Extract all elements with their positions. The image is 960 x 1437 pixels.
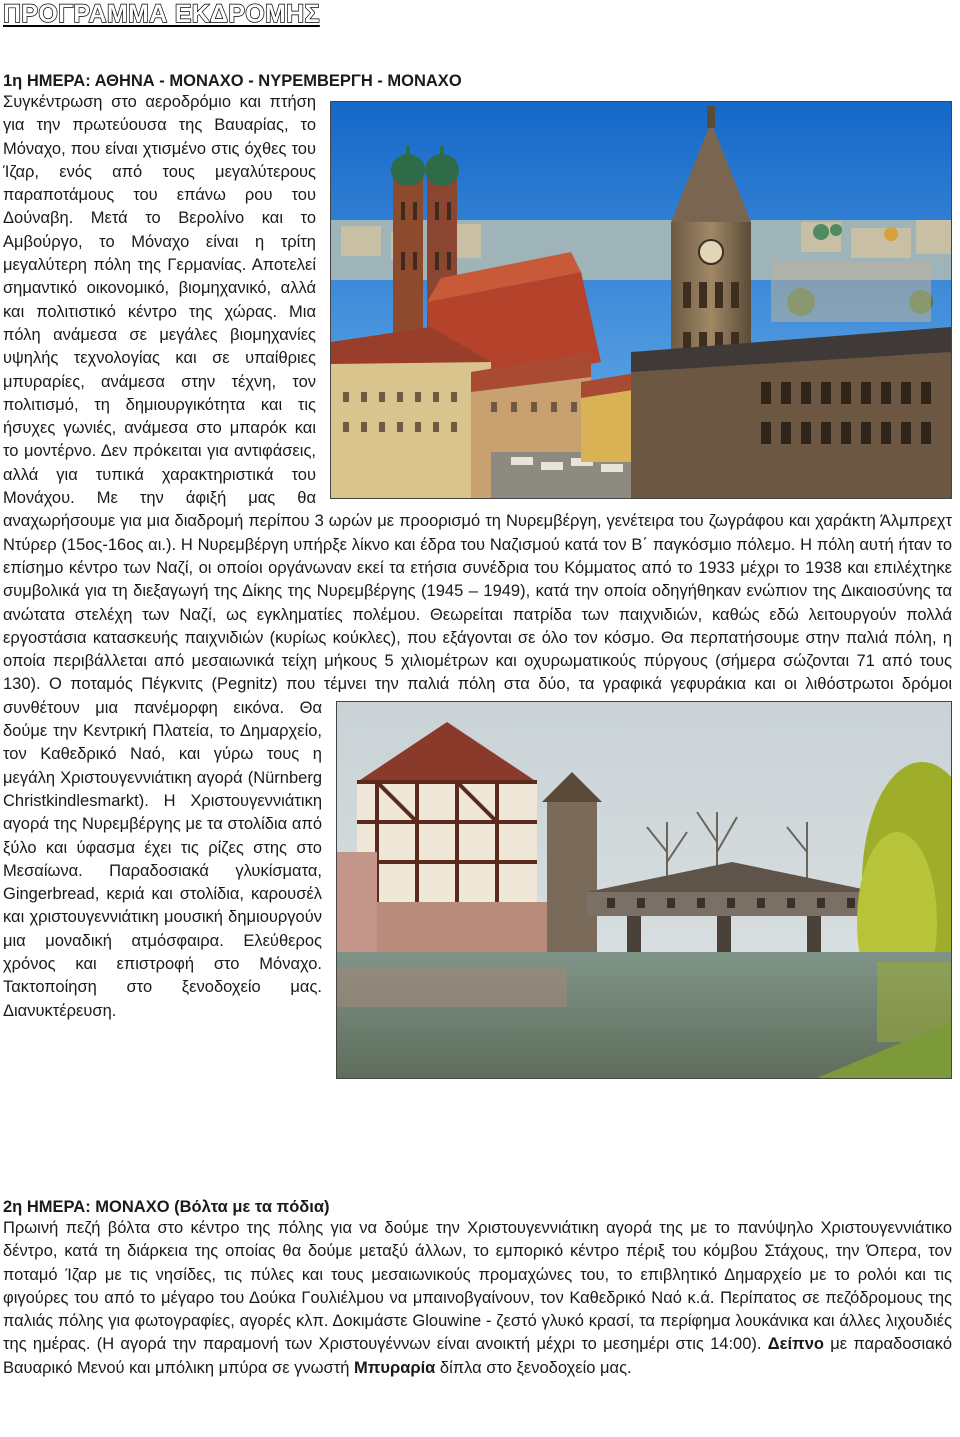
nuremberg-photo-illustration bbox=[337, 702, 951, 1078]
day1-heading: 1η ΗΜΕΡΑ: ΑΘΗΝΑ - ΜΟΝΑΧΟ - ΝΥΡΕΜΒΕΡΓΗ - ΜΟΝΑΧΟ bbox=[3, 72, 462, 90]
page-title: ΠΡΟΓΡΑΜΜΑ ΕΚΔΡΟΜΗΣ bbox=[3, 0, 320, 28]
day2-heading: 2η ΗΜΕΡΑ: ΜΟΝΑΧΟ (Βόλτα με τα πόδια) bbox=[3, 1198, 330, 1216]
munich-photo bbox=[330, 101, 952, 499]
day2-beerhall-bold: Μπυραρία bbox=[354, 1358, 436, 1377]
day1-paragraph: Συγκέντρωση στο αεροδρόμιο και πτήση για την πρωτεύουσα της Βαυαρίας, το Μόναχο, που είναι χτισμένο στις όχθες του Ίζαρ, ενός από τους μεγαλύτερους παραποτάμους του επάνω ρου του Δούναβη. Μετά το Βερολίνο και το Αμβούργο, το Μόναχο είναι η τρίτη μεγαλύτερη πόλη της Γερμανίας. Αποτελεί σημαντικό οικονομικό, βιομηχανικό, αλλά και πολιτιστικό κέντρο της χώρας. Μια πόλη ανάμεσα σε μεγάλες βιομηχανίες υψηλής τεχνολογίας και σε υπαίθριες μπυραρίες, ανάμεσα στην τέχνη, τον πολιτισμό, τη δημιουργικότητα και τις ήσυχες γωνιές, ανάμεσα στο μπαρόκ και το μοντέρνο. Δεν πρόκειται για αντιφάσεις, αλλά για τυπικά χαρακτηριστικά του Μονάχου. Με την άφιξή μας θα αναχωρήσουμε για μια διαδρομή περίπου 3 ωρών με προορισμό τη Νυρεμβέργη, γενέτειρα του ζωγράφου και χαράκτη Άλμπρεχτ Ντύρερ (15ος-16ος αι.). Η Νυρεμβέργη υπήρξε λίκνο και έδρα του Ναζισμού κατά τον Β΄ παγκόσμιο πόλεμο. Η πόλη αυτή ήταν το επίσημο κέντρο των Ναζί, οι οποίοι οργάνωναν εκεί τα ετήσια συνέδρια του Κόμματος από το 1933 μέχρι το 1938 και επιλέχτηκε συμβολικά για τη διεξαγωγή της Δίκης της Νυρεμβέργης (1945 – 1949), κατά την οποία οδηγήθηκαν ενώπιον της Δικαιοσύνης τα ανώτατα στελέχη των Ναζί, ως εγκληματίες πολέμου. Θεωρείται πατρίδα των παιχνιδιών, καθώς εδώ λειτουργούν πολλά εργοστάσια κατασκευής παιχνιδιών (κυρίως κούκλες), που εξάγονται σε όλο τον κόσμο. Θα περπατήσουμε στην παλιά πόλη, η οποία περιβάλλεται από μεσαιωνικά τείχη μήκους 5 χιλιομέτρων και οχυρωματικούς πύργους (σήμερα σώζονται 71 από τους 130). Ο ποταμός Πέγκνιτς (Pegnitz) που τέμνει την παλιά πόλη στα δύο, τα γραφικά γεφυράκια και οι λιθόστρωτοι δρόμοι συνθέτουν μια πανέμορφη εικόνα. Θα δούμε την Κεντρική Πλατεία, το Δημαρχείο, τον Καθεδρικό Ναό, και γύρω τους η μεγάλη Χριστουγεννιάτικη αγορά (Nürnberg Christkindlesmarkt). Η Χριστουγεννιάτικη αγορά της Νυρεμβέργης με τα στολίδια από ξύλο και ύφασμα έχει τις ρίζες στης στο Μεσαίωνα. Παραδοσιακά γλυκίσματα, Gingerbread, κεριά και στολίδια, καρουσέλ και χριστουγεννιάτικη μουσική δημιουργούν μια μοναδική ατμόσφαιρα. Ελεύθερος χρόνος και επιστροφή στο Μόναχο. Τακτοποίηση στο ξενοδοχείο μας. Διανυκτέρευση. bbox=[3, 91, 952, 1023]
day2-paragraph bbox=[3, 1217, 952, 1380]
munich-photo-illustration bbox=[331, 102, 951, 498]
day2-dinner-bold: Δείπνο bbox=[767, 1335, 824, 1354]
day2-text-c: δίπλα στο ξενοδοχείο μας. bbox=[439, 1358, 632, 1377]
nuremberg-photo bbox=[336, 701, 952, 1079]
day1-section bbox=[3, 72, 952, 1085]
day2-text-b: με παραδοσιακό Βαυαρικό Μενού και μπόλικη μπύρα σε γνωστή bbox=[3, 1335, 952, 1377]
day2-text-a: Πρωινή πεζή βόλτα στο κέντρο της πόλης για να δούμε την Χριστουγεννιάτικη αγορά της με το πανύψηλο Χριστουγεννιάτικο δέντρο, κατά τη διάρκεια της οποίας θα δούμε μεταξύ άλλων, το εμπορικό κέντρο πέριξ του κόμβου Στάχους, την Όπερα, τον ποταμό Ίζαρ με τις νησίδες, τις πύλες και τους μεσαιωνικούς προμαχώνες του, το επιβλητικό Δημαρχείο με το ρολόι και τις φιγούρες του από το μέγαρο του Δούκα Γουλιέλμου να μπαινοβγαίνουν, τον Καθεδρικό Ναό κ.ά. Περίπατος σε πεζόδρομους της παλιάς πόλης για φωτογραφίες, αγορές κλπ. Δοκιμάστε Glouwine - ζεστό γλυκό κρασί, τα περίφημα λουκάνικα και άλλες λιχουδιές της ημέρας. (Η αγορά την παραμονή των Χριστουγέννων είναι ανοικτή μέχρι το μεσημέρι στις 14:00). bbox=[3, 1219, 952, 1354]
day1-body bbox=[3, 91, 952, 1023]
day2-section bbox=[3, 1198, 952, 1380]
